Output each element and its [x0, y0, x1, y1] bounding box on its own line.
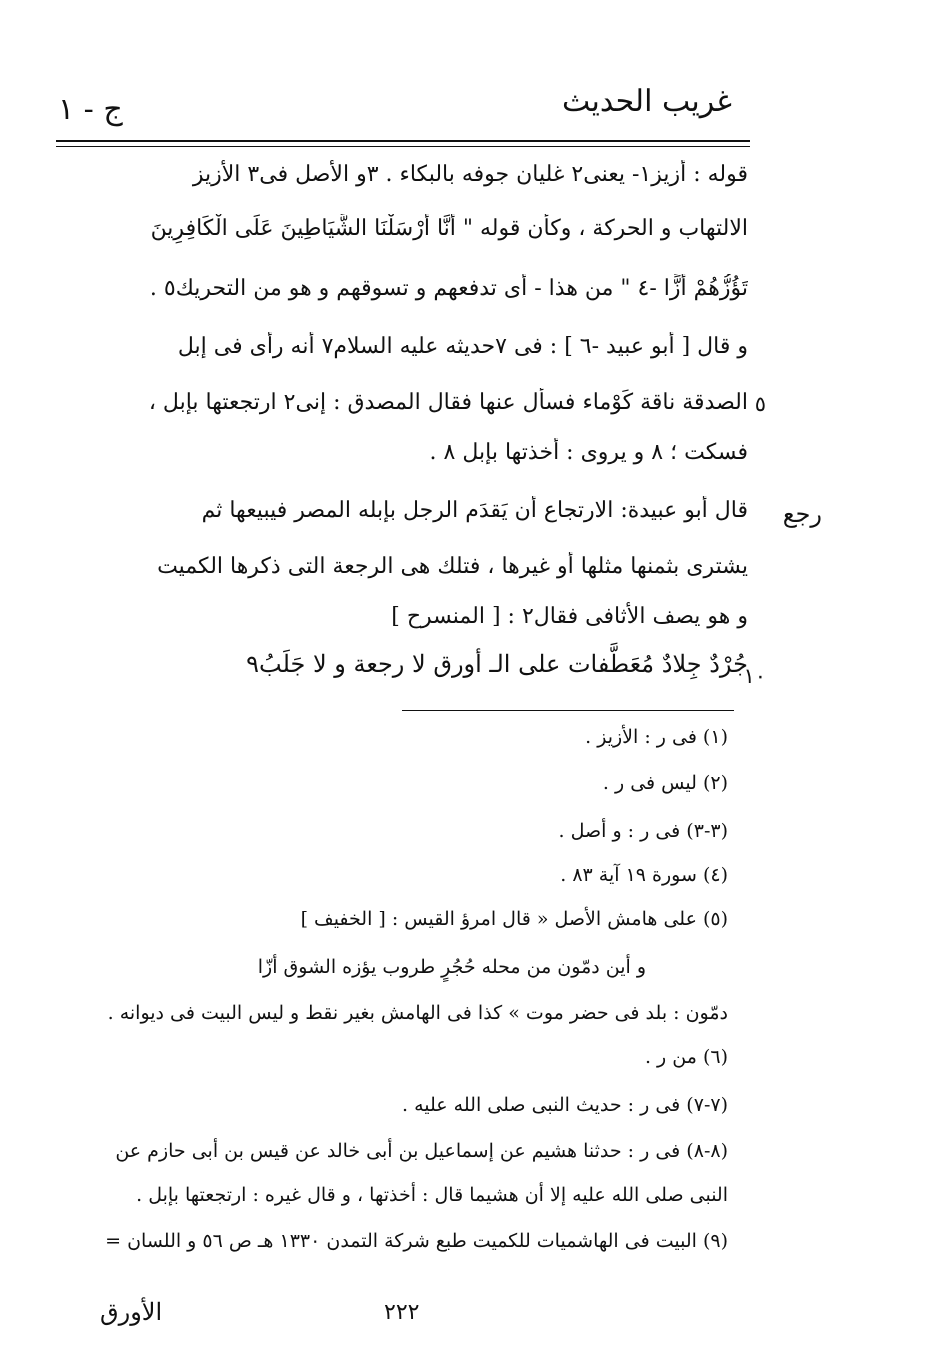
- body-line: تَؤُزُّهُمْ أَزًّا -٤ " من هذا - أى تدفعهم و تسوقهم و هو من التحريك٥ .: [149, 276, 748, 301]
- line-number-5: ٥: [754, 392, 766, 416]
- body-line: و قال [ أبو عبيد -٦ ] : فى ٧حديثه عليه السلام٧ أنه رأى فى إبل: [177, 334, 748, 359]
- footnote: (٩) البيت فى الهاشميات للكميت طبع شركة التمدن ١٣٣٠ هـ ص ٥٦ و اللسان =: [105, 1230, 728, 1252]
- header-rule-bottom: [56, 146, 750, 147]
- footnote-verse: و أين دمّون من محله حُجُرٍ طروب يؤزه الشوق أزّا: [257, 956, 646, 978]
- body-line: الالتهاب و الحركة ، وكأن قوله " أَنَّا أَرْسَلْنَا الشَّيَاطِينَ عَلَى الْكَافِرِينَ: [150, 216, 748, 241]
- footnote-rule: [402, 710, 734, 711]
- footnote: (١) فى ر : الأزيز .: [585, 726, 728, 748]
- body-line: يشترى بثمنها مثلها أو غيرها ، فتلك هى الرجعة التى ذكرها الكميت: [157, 554, 748, 579]
- line-number-10: ١٠: [743, 664, 766, 688]
- header-rule-top: [56, 140, 750, 142]
- page-number: ٢٢٢: [384, 1300, 420, 1325]
- body-line: قال أبو عبيدة: الارتجاع أن يَقدَم الرجل بإبله المصر فيبيعها ثم: [201, 498, 748, 523]
- body-line: قوله : أزيز١- يعنى٢ غليان جوفه بالبكاء . ٣و الأصل فى٣ الأزيز: [192, 162, 748, 187]
- body-line: فسكت ؛ ٨ و يروى : أخذتها بإبل ٨ .: [429, 440, 748, 465]
- footnote: (٥) على هامش الأصل « قال امرؤ القيس : [ الخفيف ]: [300, 908, 728, 930]
- volume-number: ج - ١: [58, 92, 123, 127]
- footnote: النبى صلى الله عليه إلا أن هشيما قال : أخذتها ، و قال غيره : ارتجعتها بإبل .: [136, 1184, 728, 1206]
- footnote: (٣-٣) فى ر : و أصل .: [558, 820, 728, 842]
- poem-verse: جُرْدٌ جِلادٌ مُعَطَّفات على الـ أورق لا رجعة و لا جَلَبُ٩: [246, 650, 748, 678]
- catchword: الأورق: [100, 1298, 163, 1326]
- margin-keyword: رجع: [782, 500, 822, 528]
- footnote: (٨-٨) فى ر : حدثنا هشيم عن إسماعيل بن أبى خالد عن قيس بن أبى حازم عن: [115, 1140, 728, 1162]
- footnote: (٤) سورة ١٩ آية ٨٣ .: [560, 864, 728, 886]
- footnote: (٧-٧) فى ر : حديث النبى صلى الله عليه .: [402, 1094, 728, 1116]
- body-line: الصدقة ناقة كَوْماء فسأل عنها فقال المصدق : إنى٢ ارتجعتها بإبل ،: [148, 390, 748, 415]
- running-title: غريب الحديث: [562, 84, 732, 119]
- body-line: و هو يصف الأثافى فقال٢ : [ المنسرح ]: [391, 604, 748, 629]
- footnote: دمّون : بلد فى حضر موت » كذا فى الهامش بغير نقط و ليس البيت فى ديوانه .: [107, 1002, 728, 1024]
- footnote: (٦) من ر .: [644, 1046, 728, 1068]
- footnote: (٢) ليس فى ر .: [602, 772, 728, 794]
